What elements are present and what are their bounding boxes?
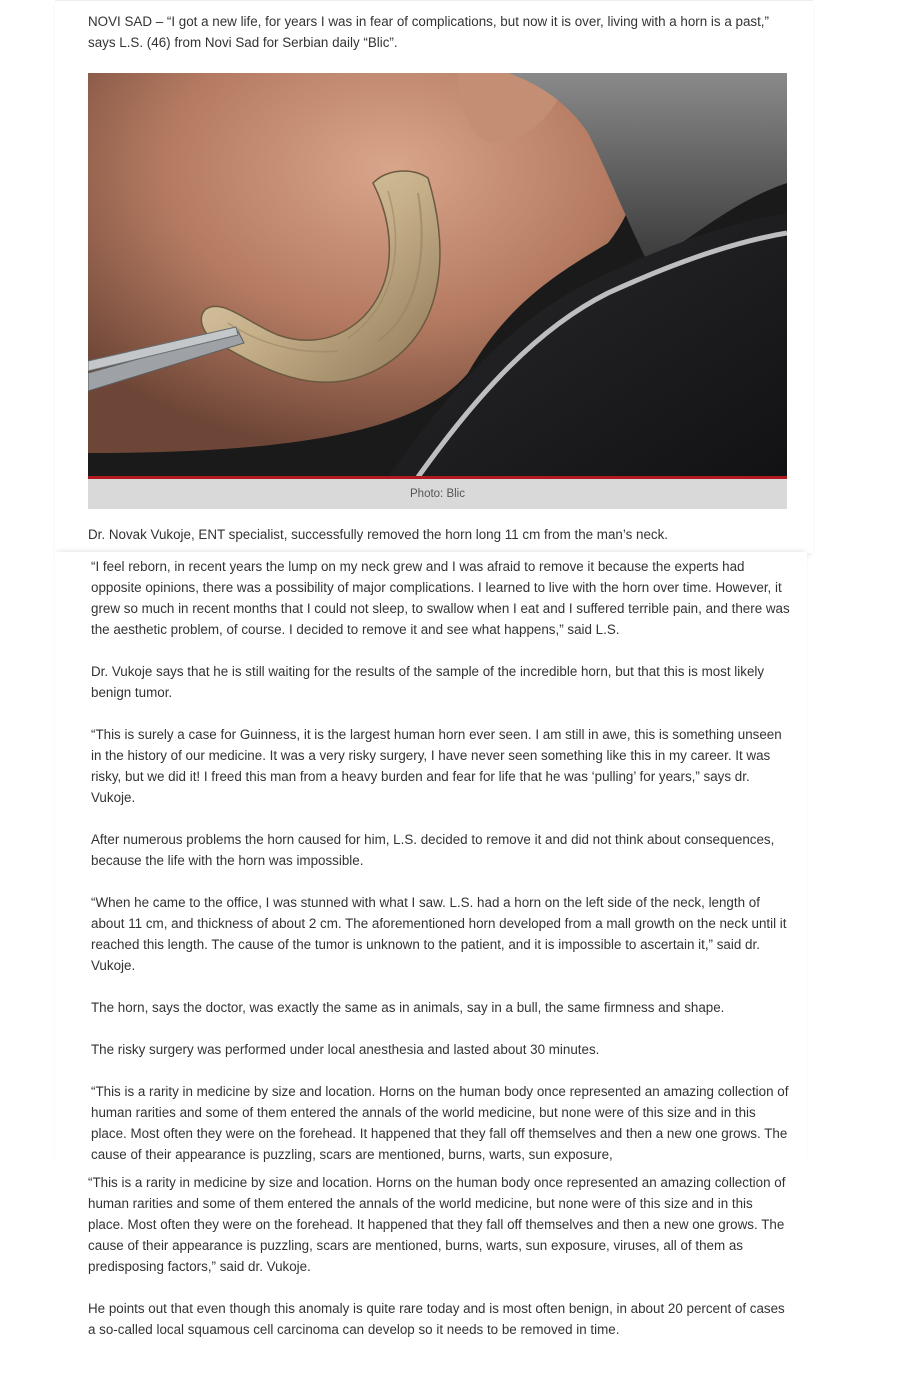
- intro-paragraph: NOVI SAD – “I got a new life, for years I was in fear of complications, but now it is over, living with a horn is a past,” says L.S. (46) from Novi Sad for Serbian daily “Blic”.: [88, 14, 769, 50]
- body-paragraph: “When he came to the office, I was stunned with what I saw. L.S. had a horn on the left side of the neck, length of about 11 cm, and thickness of about 2 cm. The aforementioned horn developed from a mall growth on the neck until it reached this length. The cause of the tumor is unknown to the patient, and it is impossible to ascertain it,” said dr. Vukoje.: [91, 895, 787, 973]
- continuation-paragraph: He points out that even though this anomaly is quite rare today and is most often benign, in about 20 percent of cases a so-called local squamous cell carcinoma can develop so it needs to be removed in time.: [88, 1301, 785, 1337]
- photo-caption: Photo: Blic: [88, 479, 787, 509]
- body-paragraph: “I feel reborn, in recent years the lump on my neck grew and I was afraid to remove it because the experts had opposite opinions, there was a possibility of major complications. I learned to live with the horn over time. However, it grew so much in recent months that I could not sleep, to swallow when I eat and I suffered terrible pain, and there was the aesthetic problem, of course. I decided to remove it and see what happens,” said L.S.: [91, 559, 790, 637]
- body-paragraph: “This is a rarity in medicine by size and location. Horns on the human body once represented an amazing collection of human rarities and some of them entered the annals of the world medicine, but none were of this size and in this place. Most often they were on the forehead. It happened that they fall off themselves and then a new one grows. The cause of their appearance is puzzling, scars are mentioned, burns, warts, sun exposure,: [91, 1084, 789, 1162]
- body-paragraph: The risky surgery was performed under local anesthesia and lasted about 30 minutes.: [91, 1042, 600, 1057]
- body-paragraph: Dr. Vukoje says that he is still waiting for the results of the sample of the incredible horn, but that this is most likely benign tumor.: [91, 664, 765, 700]
- lead-paragraph: Dr. Novak Vukoje, ENT specialist, successfully removed the horn long 11 cm from the man’s neck.: [88, 527, 669, 542]
- body-paragraph: “This is surely a case for Guinness, it is the largest human horn ever seen. I am still in awe, this is something unseen in the history of our medicine. It was a very risky surgery, I have never seen something like this in my career. It was risky, but we did it! I freed this man from a heavy burden and fear for life that he was ‘pulling’ for years,” says dr. Vukoje.: [91, 727, 782, 805]
- body-paragraph: The horn, says the doctor, was exactly the same as in animals, say in a bull, the same firmness and shape.: [91, 1000, 725, 1015]
- article-photo: [88, 73, 787, 477]
- body-paragraph: After numerous problems the horn caused for him, L.S. decided to remove it and did not think about consequences, because the life with the horn was impossible.: [91, 832, 775, 868]
- continuation-paragraph: “This is a rarity in medicine by size and location. Horns on the human body once represented an amazing collection of human rarities and some of them entered the annals of the world medicine, but none were of this size and in this place. Most often they were on the forehead. It happened that they fall off themselves and then a new one grows. The cause of their appearance is puzzling, scars are mentioned, burns, warts, sun exposure, viruses, all of them as predisposing factors,” said dr. Vukoje.: [88, 1175, 786, 1274]
